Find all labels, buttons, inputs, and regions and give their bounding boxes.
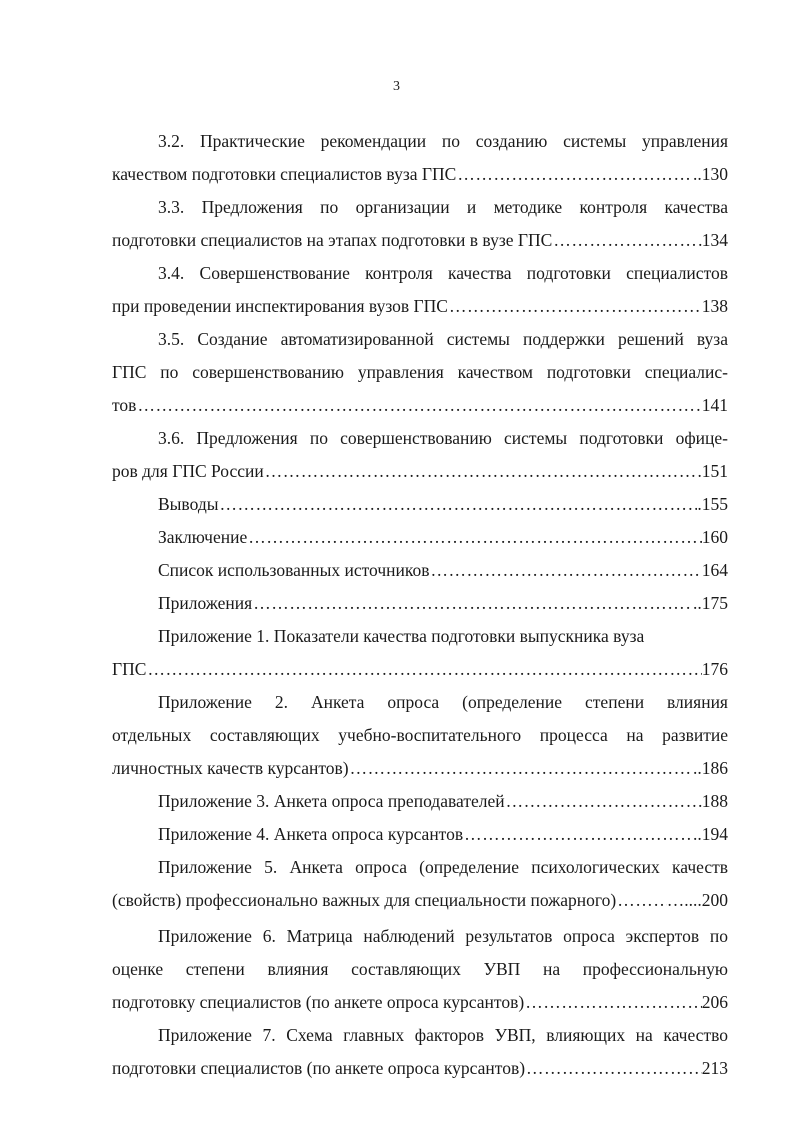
- toc-entry-title: ГПС: [112, 659, 147, 679]
- dot-leader: [146, 658, 701, 680]
- toc-entry-3-3-line-2: [112, 229, 728, 251]
- toc-entry-appendix-6-line-3: [112, 991, 728, 1013]
- toc-entry-title: Приложение 3. Анкета опроса преподавателей: [158, 791, 505, 811]
- toc-entry-appendix-2-line-3: [112, 757, 728, 779]
- toc-page-number: …....200: [666, 890, 728, 910]
- toc-page-number: ..186: [693, 758, 728, 778]
- dot-leader: [349, 757, 693, 779]
- dot-leader: [525, 1057, 702, 1079]
- dot-leader: [448, 295, 702, 317]
- toc-page-number: 188: [701, 791, 728, 811]
- toc-entry-appendix-1-line-2: [112, 658, 728, 680]
- toc-entry-3-6-line-2: [112, 460, 728, 482]
- dot-leader: [505, 790, 702, 812]
- toc-entry-title: личностных качеств курсантов): [112, 758, 349, 778]
- toc-entry-title: Приложение 4. Анкета опроса курсантов: [158, 824, 464, 844]
- toc-entry-appendix-5-line-1: Приложение 5. Анкета опроса (определение психологических качеств: [158, 857, 728, 877]
- toc-page-number: ..175: [693, 593, 728, 613]
- toc-entry-appendix-6-line-1: Приложение 6. Матрица наблюдений результатов опроса экспертов по: [158, 926, 728, 946]
- dot-leader: [552, 229, 701, 251]
- toc-entry-3-5-line-2: ГПС по совершенствованию управления качеством подготовки специалис-: [112, 362, 728, 382]
- toc-entry-references: [158, 559, 728, 581]
- toc-entry-title: подготовки специалистов (по анкете опроса курсантов): [112, 1058, 526, 1078]
- toc-entry-3-4-line-2: [112, 295, 728, 317]
- dot-leader: [463, 823, 693, 845]
- toc-entry-title: при проведении инспектирования вузов ГПС: [112, 296, 448, 316]
- toc-entry-appendix-6-line-2: оценке степени влияния составляющих УВП на профессиональную: [112, 959, 728, 979]
- dot-leader: [264, 460, 702, 482]
- toc-entry-3-5-line-3: [112, 394, 728, 416]
- dot-leader: [524, 991, 702, 1013]
- dot-leader: [430, 559, 702, 581]
- page-number: 3: [393, 79, 400, 94]
- toc-page-number: .155: [697, 494, 728, 514]
- toc-page-number: 141: [701, 395, 728, 415]
- toc-entry-appendix-2-line-1: Приложение 2. Анкета опроса (определение степени влияния: [158, 692, 728, 712]
- toc-entry-3-6-line-1: 3.6. Предложения по совершенствованию системы подготовки офице-: [158, 428, 728, 448]
- toc-entry-conclusion: [158, 526, 728, 548]
- toc-page-number: ..130: [693, 164, 728, 184]
- toc-entry-title: тов: [112, 395, 137, 415]
- dot-leader: [252, 592, 693, 614]
- dot-leader: [247, 526, 702, 548]
- toc-page-number: 176: [701, 659, 728, 679]
- toc-entry-3-5-line-1: 3.5. Создание автоматизированной системы поддержки решений вуза: [158, 329, 728, 349]
- toc-entry-appendix-7-line-2: [112, 1057, 728, 1079]
- dot-leader: [456, 163, 693, 185]
- toc-entry-appendix-5-line-2: [112, 889, 728, 911]
- toc-page-number: 213: [701, 1058, 728, 1078]
- toc-page-number: ..194: [693, 824, 728, 844]
- toc-entry-appendix-7-line-1: Приложение 7. Схема главных факторов УВП, влияющих на качество: [158, 1025, 728, 1045]
- dot-leader: [136, 394, 701, 416]
- toc-page-number: 160: [701, 527, 728, 547]
- toc-entry-appendix-2-line-2: отдельных составляющих учебно-воспитательного процесса на развитие: [112, 725, 728, 745]
- toc-entry-title: Список использованных источников: [158, 560, 430, 580]
- toc-entry-conclusions-short: [158, 493, 728, 515]
- toc-entry-appendix-3: [158, 790, 728, 812]
- toc-entry-title: подготовку специалистов (по анкете опроса курсантов): [112, 992, 525, 1012]
- toc-entry-title: Выводы: [158, 494, 219, 514]
- toc-entry-title: (свойств) профессионально важных для специальности пожарного): [112, 890, 617, 910]
- toc-entry-3-2-line-1: 3.2. Практические рекомендации по созданию системы управления: [158, 131, 728, 151]
- toc-entry-title: ров для ГПС России: [112, 461, 264, 481]
- toc-entry-title: Заключение: [158, 527, 248, 547]
- dot-leader: [218, 493, 697, 515]
- toc-page-number: 134: [701, 230, 728, 250]
- toc-page-number: 164: [701, 560, 728, 580]
- toc-page-number: 206: [701, 992, 728, 1012]
- toc-entry-title: подготовки специалистов на этапах подготовки в вузе ГПС: [112, 230, 553, 250]
- toc-entry-appendices: [158, 592, 728, 614]
- toc-entry-appendix-4: [158, 823, 728, 845]
- toc-entry-3-4-line-1: 3.4. Совершенствование контроля качества подготовки специалистов: [158, 263, 728, 283]
- toc-entry-appendix-1-line-1: Приложение 1. Показатели качества подготовки выпускника вуза: [158, 626, 645, 646]
- toc-entry-3-3-line-1: 3.3. Предложения по организации и методике контроля качества: [158, 197, 728, 217]
- toc-entry-title: качеством подготовки специалистов вуза ГПС: [112, 164, 457, 184]
- dot-leader: [616, 889, 667, 911]
- toc-entry-title: Приложения: [158, 593, 253, 613]
- toc-page-number: 151: [701, 461, 728, 481]
- toc-entry-3-2-line-2: [112, 163, 728, 185]
- toc-page-number: 138: [701, 296, 728, 316]
